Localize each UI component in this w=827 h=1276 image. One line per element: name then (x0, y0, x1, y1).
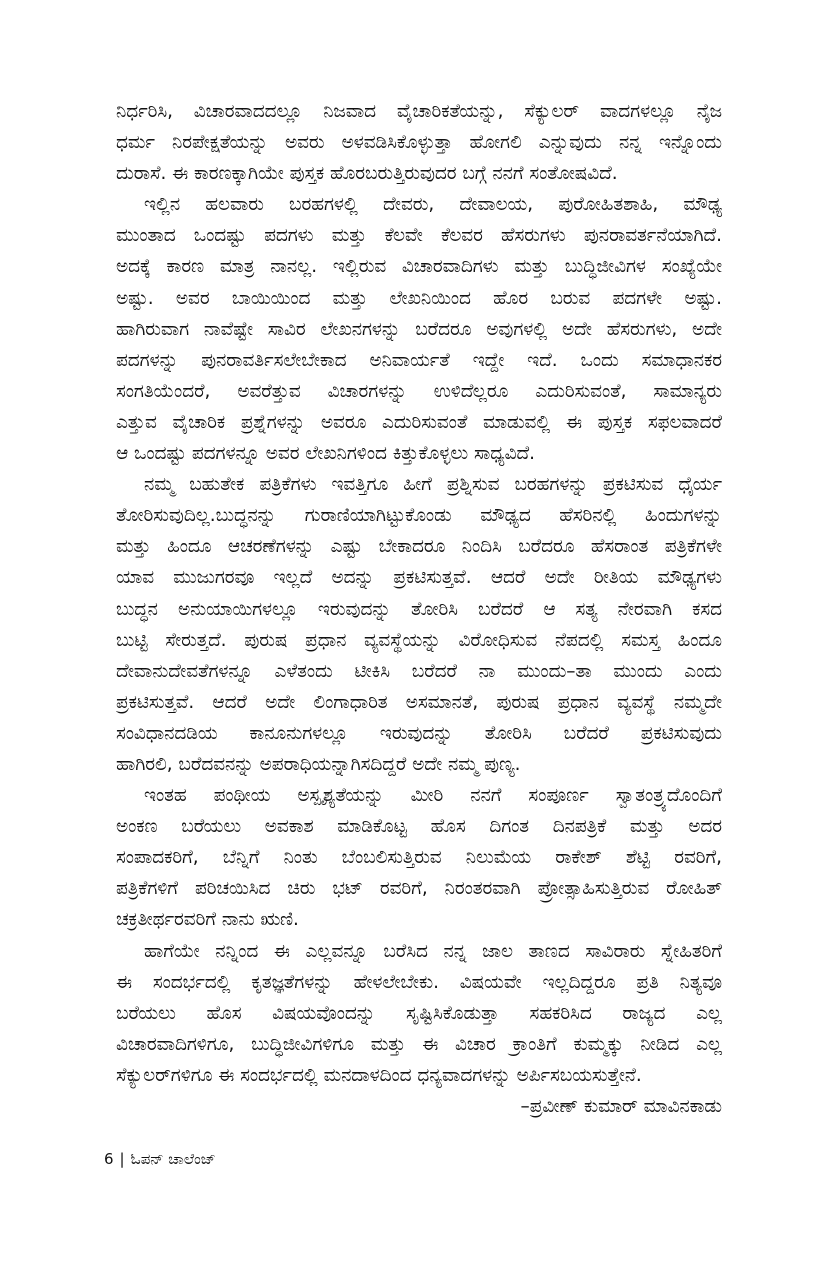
text-line: ಸಂಗತಿಯೆಂದರೆ, ಅವರೆತ್ತುವ ವಿಚಾರಗಳನ್ನು ಉಳಿದೆಲ್ಲರೂ ಎದುರಿಸುವಂತೆ, ಸಾಮಾನ್ಯರು (116, 380, 722, 402)
text-line: ಅದಕ್ಕೆ ಕಾರಣ ಮಾತ್ರ ನಾನಲ್ಲ. ಇಲ್ಲಿರುವ ವಿಚಾರವಾದಿಗಳು ಮತ್ತು ಬುದ್ಧಿಜೀವಿಗಳ ಸಂಖ್ಯೆಯೇ (116, 256, 722, 278)
text-line: ಬರೆಯಲು ಹೊಸ ವಿಷಯವೊಂದನ್ನು ಸೃಷ್ಟಿಸಿಕೊಡುತ್ತಾ ಸಹಕರಿಸಿದ ರಾಜ್ಯದ ಎಲ್ಲ (116, 1002, 722, 1024)
text-line: ಬುದ್ಧನ ಅನುಯಾಯಿಗಳಲ್ಲೂ ಇರುವುದನ್ನು ತೋರಿಸಿ ಬರೆದರೆ ಆ ಸತ್ಯ ನೇರವಾಗಿ ಕಸದ (116, 598, 722, 620)
paragraph (116, 936, 722, 1091)
text-line: ಪತ್ರಿಕೆಗಳಿಗೆ ಪರಿಚಯಿಸಿದ ಚಿರು ಭಟ್ ರವರಿಗೆ, ನಿರಂತರವಾಗಿ ಪ್ರೋತ್ಸಾಹಿಸುತ್ತಿರುವ ರೋಹಿತ್ (116, 878, 722, 900)
paragraph (116, 469, 722, 780)
page-footer (104, 1150, 216, 1168)
text-line: ಬುಟ್ಟಿ ಸೇರುತ್ತದೆ. ಪುರುಷ ಪ್ರಧಾನ ವ್ಯವಸ್ಥೆಯನ್ನು ವಿರೋಧಿಸುವ ನೆಪದಲ್ಲಿ ಸಮಸ್ತ ಹಿಂದೂ (116, 629, 722, 651)
paragraph (116, 189, 722, 469)
document-body (116, 96, 722, 1122)
paragraph (116, 780, 722, 935)
text-line: ಹಾಗೆಯೇ ನನ್ನಿಂದ ಈ ಎಲ್ಲವನ್ನೂ ಬರೆಸಿದ ನನ್ನ ಜಾಲ ತಾಣದ ಸಾವಿರಾರು ಸ್ನೇಹಿತರಿಗೆ (144, 940, 722, 962)
text-line: ಪ್ರಕಟಿಸುತ್ತವೆ. ಆದರೆ ಅದೇ ಲಿಂಗಾಧಾರಿತ ಅಸಮಾನತೆ, ಪುರುಷ ಪ್ರಧಾನ ವ್ಯವಸ್ಥೆ ನಮ್ಮದೇ (116, 691, 722, 713)
text-line: ಹಾಗಿರಲಿ, ಬರೆದವನನ್ನು ಅಪರಾಧಿಯನ್ನಾಗಿಸದಿದ್ದರೆ ಅದೇ ನಮ್ಮ ಪುಣ್ಯ. (116, 753, 521, 775)
text-line: ಪದಗಳನ್ನು ಪುನರಾವರ್ತಿಸಲೇಬೇಕಾದ ಅನಿವಾರ್ಯತೆ ಇದ್ದೇ ಇದೆ. ಒಂದು ಸಮಾಧಾನಕರ (116, 349, 722, 371)
text-line: ಚಕ್ರತೀರ್ಥರವರಿಗೆ ನಾನು ಋಣಿ. (116, 909, 299, 931)
text-line: ಸಂಪಾದಕರಿಗೆ, ಬೆನ್ನಿಗೆ ನಿಂತು ಬೆಂಬಲಿಸುತ್ತಿರುವ ನಿಲುಮೆಯ ರಾಕೇಶ್ ಶೆಟ್ಟಿ ರವರಿಗೆ, (116, 847, 722, 869)
text-line: ಮತ್ತು ಹಿಂದೂ ಆಚರಣೆಗಳನ್ನು ಎಷ್ಟು ಬೇಕಾದರೂ ನಿಂದಿಸಿ ಬರೆದರೂ ಹೆಸರಾಂತ ಪತ್ರಿಕೆಗಳೇ (116, 536, 722, 558)
author-signature: –ಪ್ರವೀಣ್ ಕುಮಾರ್ ಮಾವಿನಕಾಡು (520, 1096, 722, 1117)
text-line: ಈ ಸಂದರ್ಭದಲ್ಲಿ ಕೃತಜ್ಞತೆಗಳನ್ನು ಹೇಳಲೇಬೇಕು. ವಿಷಯವೇ ಇಲ್ಲದಿದ್ದರೂ ಪ್ರತಿ ನಿತ್ಯವೂ (116, 971, 722, 993)
text-line: ದೇವಾನುದೇವತೆಗಳನ್ನೂ ಎಳೆತಂದು ಟೀಕಿಸಿ ಬರೆದರೆ ನಾ ಮುಂದು–ತಾ ಮುಂದು ಎಂದು (116, 660, 722, 682)
text-line: ನಿರ್ಧರಿಸಿ, ವಿಚಾರವಾದದಲ್ಲೂ ನಿಜವಾದ ವೈಚಾರಿಕತೆಯನ್ನು, ಸೆಕ್ಯುಲರ್ ವಾದಗಳಲ್ಲೂ ನೈಜ (116, 101, 722, 122)
text-line: ಹಾಗಿರುವಾಗ ನಾವೆಷ್ಟೇ ಸಾವಿರ ಲೇಖನಗಳನ್ನು ಬರೆದರೂ ಅವುಗಳಲ್ಲಿ ಅದೇ ಹೆಸರುಗಳು, ಅದೇ (116, 318, 722, 340)
text-line: ಆ ಒಂದಷ್ಟು ಪದಗಳನ್ನೂ ಅವರ ಲೇಖನಿಗಳಿಂದ ಕಿತ್ತುಕೊಳ್ಳಲು ಸಾಧ್ಯವಿದೆ. (116, 443, 535, 465)
text-line: ಧರ್ಮ ನಿರಪೇಕ್ಷತೆಯನ್ನು ಅವರು ಅಳವಡಿಸಿಕೊಳ್ಳುತ್ತಾ ಹೋಗಲಿ ಎನ್ನುವುದು ನನ್ನ ಇನ್ನೊಂದು (116, 132, 722, 154)
page-number: 6 (104, 1150, 114, 1168)
text-line: ಇಲ್ಲಿನ ಹಲವಾರು ಬರಹಗಳಲ್ಲಿ ದೇವರು, ದೇವಾಲಯ, ಪುರೋಹಿತಶಾಹಿ, ಮೌಢ್ಯ (144, 194, 722, 216)
text-line: ನಮ್ಮ ಬಹುತೇಕ ಪತ್ರಿಕೆಗಳು ಇವತ್ತಿಗೂ ಹೀಗೆ ಪ್ರಶ್ನಿಸುವ ಬರಹಗಳನ್ನು ಪ್ರಕಟಿಸುವ ಧೈರ್ಯ (144, 474, 722, 496)
text-line: ದುರಾಸೆ. ಈ ಕಾರಣಕ್ಕಾಗಿಯೇ ಪುಸ್ತಕ ಹೊರಬರುತ್ತಿರುವುದರ ಬಗ್ಗೆ ನನಗೆ ಸಂತೋಷವಿದೆ. (116, 163, 618, 185)
text-line: ಮುಂತಾದ ಒಂದಷ್ಟು ಪದಗಳು ಮತ್ತು ಕೆಲವೇ ಕೆಲವರ ಹೆಸರುಗಳು ಪುನರಾವರ್ತನೆಯಾಗಿದೆ. (116, 225, 722, 247)
text-line: ಅಂಕಣ ಬರೆಯಲು ಅವಕಾಶ ಮಾಡಿಕೊಟ್ಟ ಹೊಸ ದಿಗಂತ ದಿನಪತ್ರಿಕೆ ಮತ್ತು ಅದರ (116, 816, 722, 838)
text-line: ಸೆಕ್ಯುಲರ್‌ಗಳಿಗೂ ಈ ಸಂದರ್ಭದಲ್ಲಿ ಮನದಾಳದಿಂದ ಧನ್ಯವಾದಗಳನ್ನು ಅರ್ಪಿಸಬಯಸುತ್ತೇನೆ. (116, 1064, 642, 1086)
book-title: ಓಪನ್ ಚಾಲೆಂಜ್ (130, 1150, 216, 1168)
text-line: ವಿಚಾರವಾದಿಗಳಿಗೂ, ಬುದ್ಧಿಜೀವಿಗಳಿಗೂ ಮತ್ತು ಈ ವಿಚಾರ ಕ್ರಾಂತಿಗೆ ಕುಮ್ಮಕ್ಕು ನೀಡಿದ ಎಲ್ಲ (116, 1033, 722, 1055)
text-line: ತೋರಿಸುವುದಿಲ್ಲ.ಬುದ್ಧನನ್ನು ಗುರಾಣಿಯಾಗಿಟ್ಟುಕೊಂಡು ಮೌಢ್ಯದ ಹೆಸರಿನಲ್ಲಿ ಹಿಂದುಗಳನ್ನು (116, 505, 722, 527)
text-line: ಎತ್ತುವ ವೈಚಾರಿಕ ಪ್ರಶ್ನೆಗಳನ್ನು ಅವರೂ ಎದುರಿಸುವಂತೆ ಮಾಡುವಲ್ಲಿ ಈ ಪುಸ್ತಕ ಸಫಲವಾದರೆ (116, 411, 722, 433)
footer-separator: | (119, 1150, 125, 1168)
text-line: ಅಷ್ಟು. ಅವರ ಬಾಯಿಯಿಂದ ಮತ್ತು ಲೇಖನಿಯಿಂದ ಹೊರ ಬರುವ ಪದಗಳೇ ಅಷ್ಟು. (116, 287, 722, 309)
text-line: ಯಾವ ಮುಜುಗರವೂ ಇಲ್ಲದೆ ಅದನ್ನು ಪ್ರಕಟಿಸುತ್ತವೆ. ಆದರೆ ಅದೇ ರೀತಿಯ ಮೌಢ್ಯಗಳು (116, 567, 722, 589)
paragraph (116, 96, 722, 189)
text-line: ಇಂತಹ ಪಂಥೀಯ ಅಸ್ಪೃಶ್ಯತೆಯನ್ನು ಮೀರಿ ನನಗೆ ಸಂಪೂರ್ಣ ಸ್ವಾತಂತ್ರ್ಯದೊಂದಿಗೆ (144, 785, 722, 807)
text-line: ಸಂವಿಧಾನದಡಿಯ ಕಾನೂನುಗಳಲ್ಲೂ ಇರುವುದನ್ನು ತೋರಿಸಿ ಬರೆದರೆ ಪ್ರಕಟಿಸುವುದು (116, 722, 722, 744)
